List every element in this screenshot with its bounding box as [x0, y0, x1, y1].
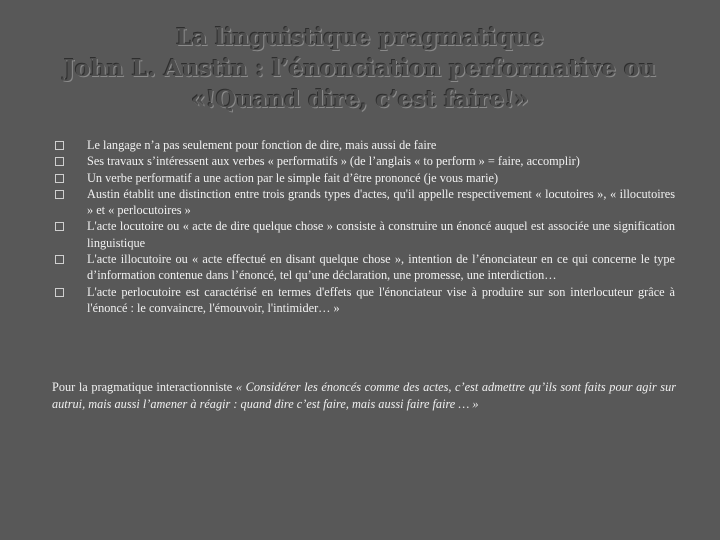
title-line-2: John L. Austin : l’énonciation performative ou — [63, 55, 657, 82]
bullet-item — [55, 153, 675, 169]
bullet-item — [55, 170, 675, 186]
bullet-text: L'acte illocutoire ou « acte effectué en disant quelque chose », intention de l’énonciateur en ce qui concerne le type d’information contenue dans l’énoncé, tel qu’une déclaration, une promesse, une interdiction… — [87, 252, 675, 283]
title-line-3: «!Quand dire, c’est faire!» — [191, 86, 529, 113]
bullet-text: Austin établit une distinction entre trois grands types d'actes, qu'il appelle respectivement « locutoires », « illocutoires » et « perlocutoires » — [87, 186, 675, 218]
square-bullet-icon — [55, 157, 64, 166]
bullet-item — [55, 186, 675, 219]
bullet-item — [55, 137, 675, 153]
conclusion-paragraph — [52, 379, 676, 413]
conclusion-quote: « Considérer les énoncés comme des actes, c’est admettre qu’ils sont faits pour agir sur autrui, mais aussi l’amener à réagir : quand dire c’est faire, mais aussi faire faire … » — [52, 380, 677, 411]
bullet-text: L'acte locutoire ou « acte de dire quelque chose » consiste à construire un énoncé auquel est associée une signification linguistique — [87, 219, 675, 250]
bullet-text: Le langage n’a pas seulement pour fonction de dire, mais aussi de faire — [87, 138, 437, 152]
square-bullet-icon — [55, 288, 64, 297]
bullet-text: L'acte perlocutoire est caractérisé en termes d'effets que l'énonciateur vise à produire sur son interlocuteur grâce à l'énoncé : le convaincre, l'émouvoir, l'intimider… » — [87, 284, 675, 315]
bullet-item — [55, 284, 675, 317]
bullet-item — [55, 218, 675, 251]
square-bullet-icon — [55, 190, 64, 199]
conclusion-lead: Pour la pragmatique interactionniste — [52, 380, 236, 394]
square-bullet-icon — [55, 141, 64, 150]
bullet-list — [55, 137, 675, 316]
bullet-item — [55, 251, 675, 284]
bullet-text: Ses travaux s’intéressent aux verbes « performatifs » (de l’anglais « to perform » = faire, accomplir) — [87, 154, 580, 169]
slide-title — [40, 22, 680, 115]
square-bullet-icon — [55, 222, 64, 231]
square-bullet-icon — [55, 174, 64, 183]
title-line-1: La linguistique pragmatique — [176, 24, 544, 51]
bullet-text: Un verbe performatif a une action par le simple fait d’être prononcé (je vous marie) — [87, 170, 499, 185]
square-bullet-icon — [55, 255, 64, 264]
